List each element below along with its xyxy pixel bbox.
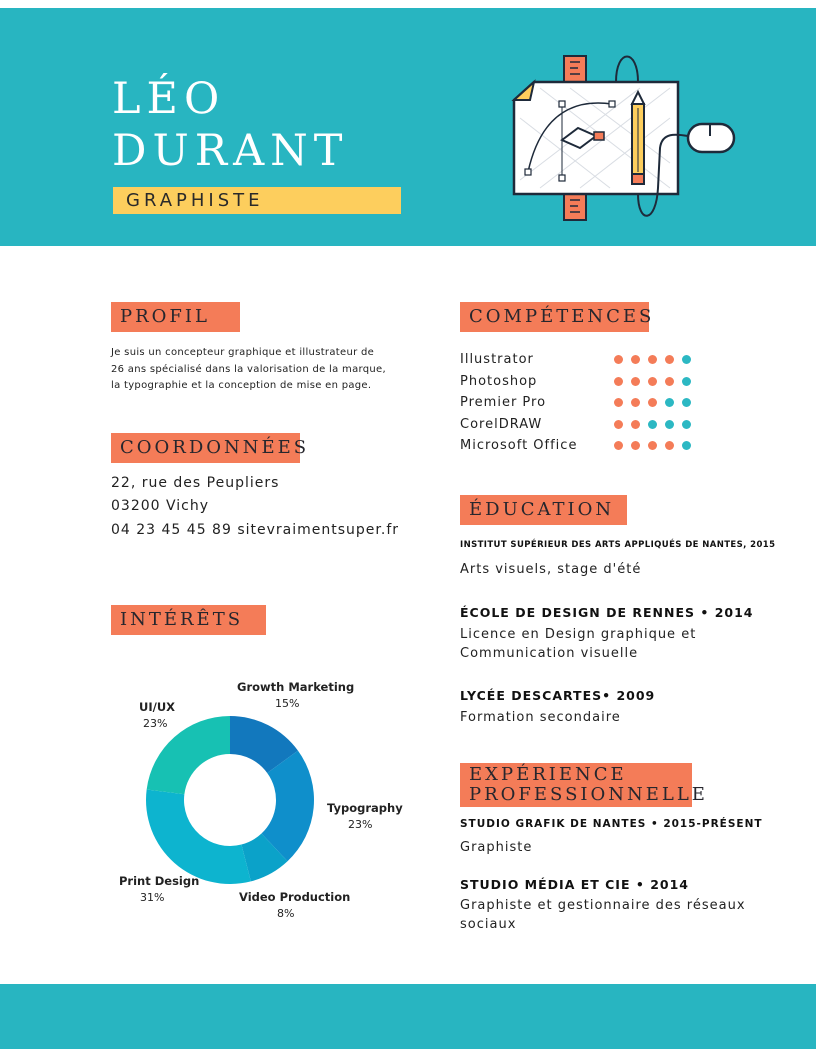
skill-dot-empty xyxy=(682,420,691,429)
skills-heading: COMPÉTENCES xyxy=(460,302,649,332)
experience-heading xyxy=(460,763,708,807)
skill-dot-filled xyxy=(631,398,640,407)
skill-row xyxy=(460,350,700,372)
skill-dot-filled xyxy=(631,355,640,364)
skill-dot-filled xyxy=(631,420,640,429)
chart-pct-ui-ux: 23% xyxy=(143,717,168,730)
chart-label-print-design: Print Design xyxy=(119,874,200,888)
skill-name: Photoshop xyxy=(460,374,538,389)
experience-detail: Graphiste xyxy=(460,840,533,855)
skill-row xyxy=(460,436,700,458)
skill-row xyxy=(460,415,700,437)
interests-donut-chart xyxy=(140,710,320,890)
skill-rating xyxy=(614,420,691,429)
experience-company: STUDIO MÉDIA ET CIE • 2014 xyxy=(460,877,689,892)
skill-dot-filled xyxy=(648,355,657,364)
skill-dot-filled xyxy=(648,377,657,386)
chart-pct-print-design: 31% xyxy=(140,891,165,904)
skill-dot-filled xyxy=(614,441,623,450)
skill-dot-filled xyxy=(614,355,623,364)
skill-dot-empty xyxy=(682,441,691,450)
skill-dot-filled xyxy=(665,355,674,364)
education-detail: Formation secondaire xyxy=(460,710,621,725)
skill-dot-filled xyxy=(665,441,674,450)
skill-dot-empty xyxy=(682,355,691,364)
chart-pct-growth-marketing: 15% xyxy=(275,697,300,710)
chart-label-growth-marketing: Growth Marketing xyxy=(237,680,355,694)
skill-dot-filled xyxy=(631,441,640,450)
ruler-icon xyxy=(564,56,586,82)
interests-heading: INTÉRÊTS xyxy=(111,605,266,635)
chart-label-video-production: Video Production xyxy=(239,890,351,904)
skill-name: CorelDRAW xyxy=(460,417,543,432)
chart-label-typography: Typography xyxy=(327,801,403,815)
profile-text xyxy=(111,345,411,395)
education-heading: ÉDUCATION xyxy=(460,495,627,525)
skill-row xyxy=(460,393,700,415)
profile-line: la typographie et la conception de mise en page. xyxy=(111,380,372,391)
chart-label-ui-ux: UI/UX xyxy=(139,700,176,714)
skill-rating xyxy=(614,355,691,364)
experience-detail: sociaux xyxy=(460,917,517,932)
contact-city: 03200 Vichy xyxy=(111,498,210,514)
profile-line: 26 ans spécialisé dans la valorisation de la marque, xyxy=(111,363,386,375)
chart-pct-video-production: 8% xyxy=(277,907,295,920)
education-school: INSTITUT SUPÉRIEUR DES ARTS APPLIQUÉS DE NANTES, 2015 xyxy=(460,540,776,550)
education-detail: Arts visuels, stage d'été xyxy=(460,562,642,577)
skill-dot-empty xyxy=(648,420,657,429)
skill-rating xyxy=(614,377,691,386)
skill-dot-empty xyxy=(682,377,691,386)
education-detail: Licence en Design graphique et xyxy=(460,627,697,642)
skill-rating xyxy=(614,441,691,450)
skill-name: Premier Pro xyxy=(460,395,547,410)
profile-line: Je suis un concepteur graphique et illustrateur de xyxy=(111,347,375,358)
contact-phone-website: 04 23 45 45 89 sitevraimentsuper.fr xyxy=(111,522,400,538)
skill-dot-empty xyxy=(682,398,691,407)
donut-slice-print-design xyxy=(146,789,251,884)
first-name: LÉO xyxy=(112,74,226,124)
experience-heading-line: PROFESSIONNELLE xyxy=(469,784,708,805)
last-name: DURANT xyxy=(112,126,349,176)
skill-dot-filled xyxy=(648,441,657,450)
skill-rating xyxy=(614,398,691,407)
contact-heading: COORDONNÉES xyxy=(111,433,300,463)
education-detail: Communication visuelle xyxy=(460,646,639,661)
profile-heading: PROFIL xyxy=(111,302,240,332)
education-school: ÉCOLE DE DESIGN DE RENNES • 2014 xyxy=(460,605,754,620)
footer-banner xyxy=(0,984,816,1049)
job-title: GRAPHISTE xyxy=(113,187,401,214)
skill-row xyxy=(460,372,700,394)
skill-name: Microsoft Office xyxy=(460,438,578,453)
contact-address: 22, rue des Peupliers xyxy=(111,475,280,491)
skill-dot-empty xyxy=(665,398,674,407)
skill-dot-filled xyxy=(648,398,657,407)
skill-dot-filled xyxy=(614,377,623,386)
skill-dot-filled xyxy=(631,377,640,386)
skill-dot-empty xyxy=(665,420,674,429)
skill-dot-filled xyxy=(665,377,674,386)
skill-dot-filled xyxy=(614,420,623,429)
experience-detail: Graphiste et gestionnaire des réseaux xyxy=(460,898,746,913)
chart-pct-typography: 23% xyxy=(348,818,373,831)
experience-company: STUDIO GRAFIK DE NANTES • 2015-PRÉSENT xyxy=(460,818,763,830)
design-tools-illustration xyxy=(500,48,745,228)
education-school: LYCÉE DESCARTES• 2009 xyxy=(460,688,656,703)
skill-name: Illustrator xyxy=(460,352,534,367)
skill-dot-filled xyxy=(614,398,623,407)
experience-heading-line: EXPÉRIENCE xyxy=(469,764,627,785)
